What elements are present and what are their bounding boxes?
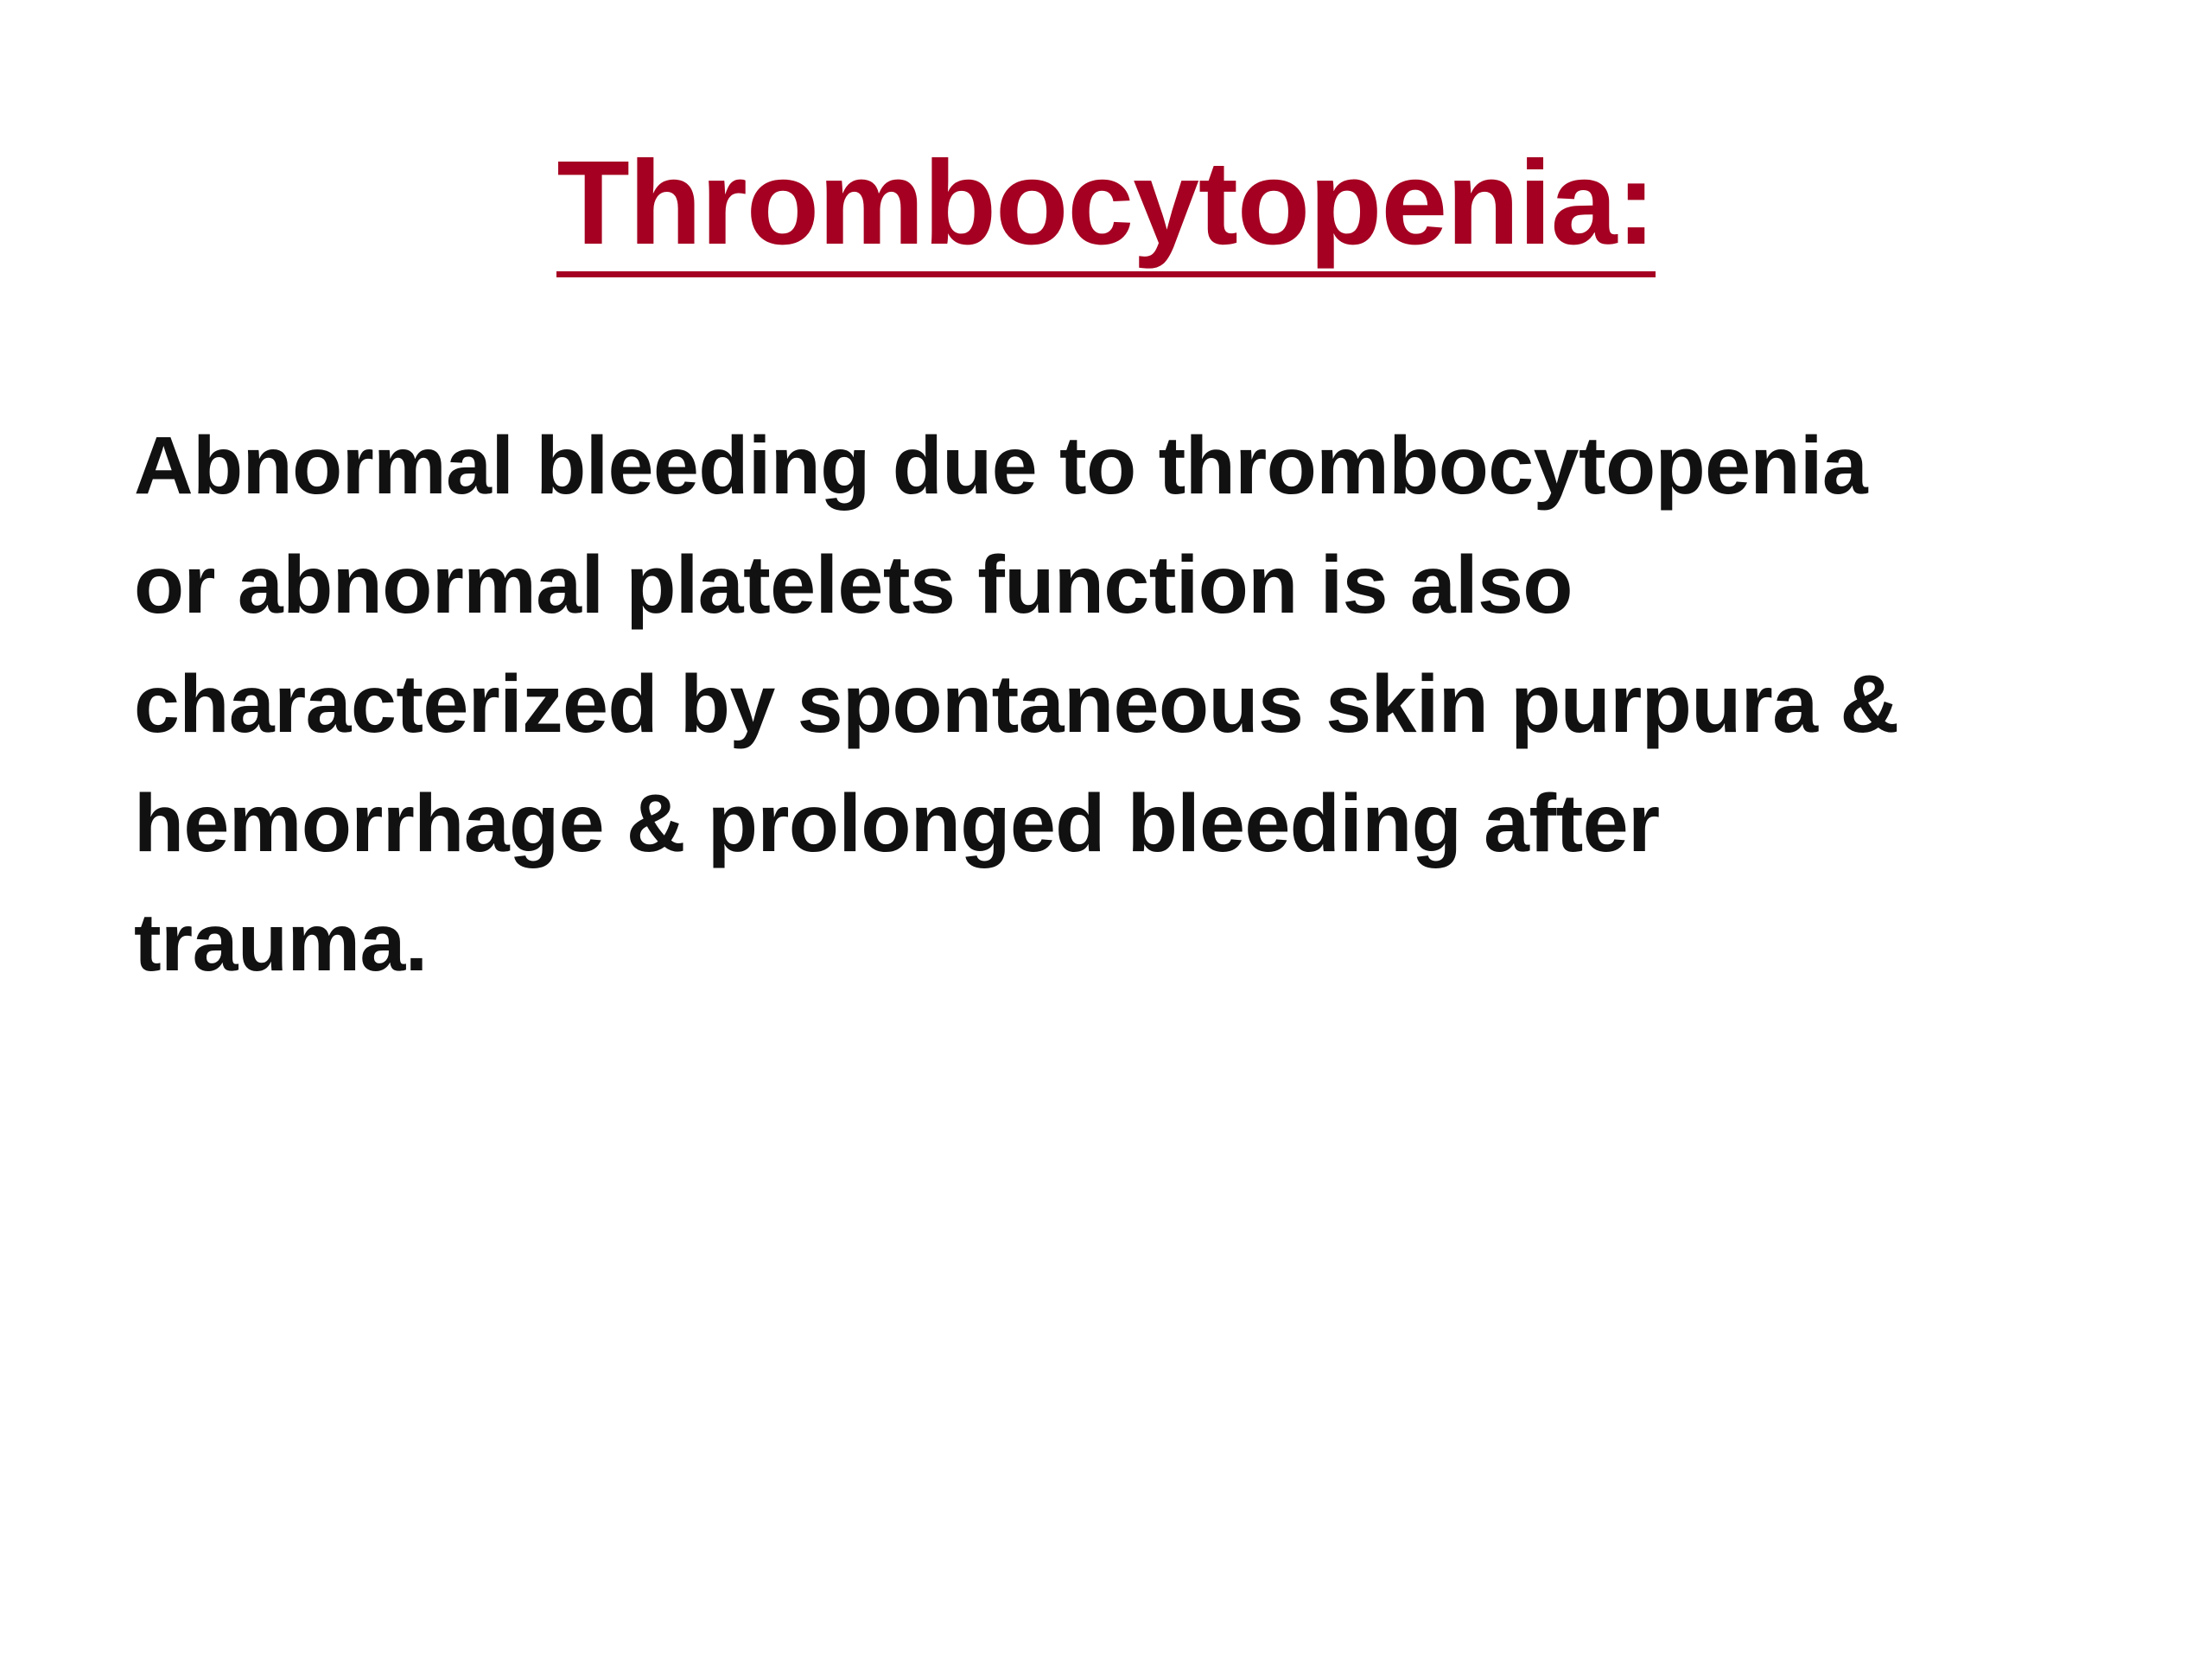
- body-line-1: Abnormal bleeding due to thrombocytopenia: [134, 420, 1868, 512]
- body-line-3: characterized by spontaneous skin purpura &: [134, 658, 1899, 750]
- slide-title-text: Thrombocytopenia:: [556, 138, 1655, 277]
- body-line-2: or abnormal platelets function is also: [134, 539, 1573, 631]
- body-line-4: hemorrhage & prolonged bleeding after: [134, 778, 1660, 869]
- slide-body: [134, 406, 2121, 1002]
- body-line-5: trauma.: [134, 897, 428, 988]
- slide-title: [0, 130, 2212, 277]
